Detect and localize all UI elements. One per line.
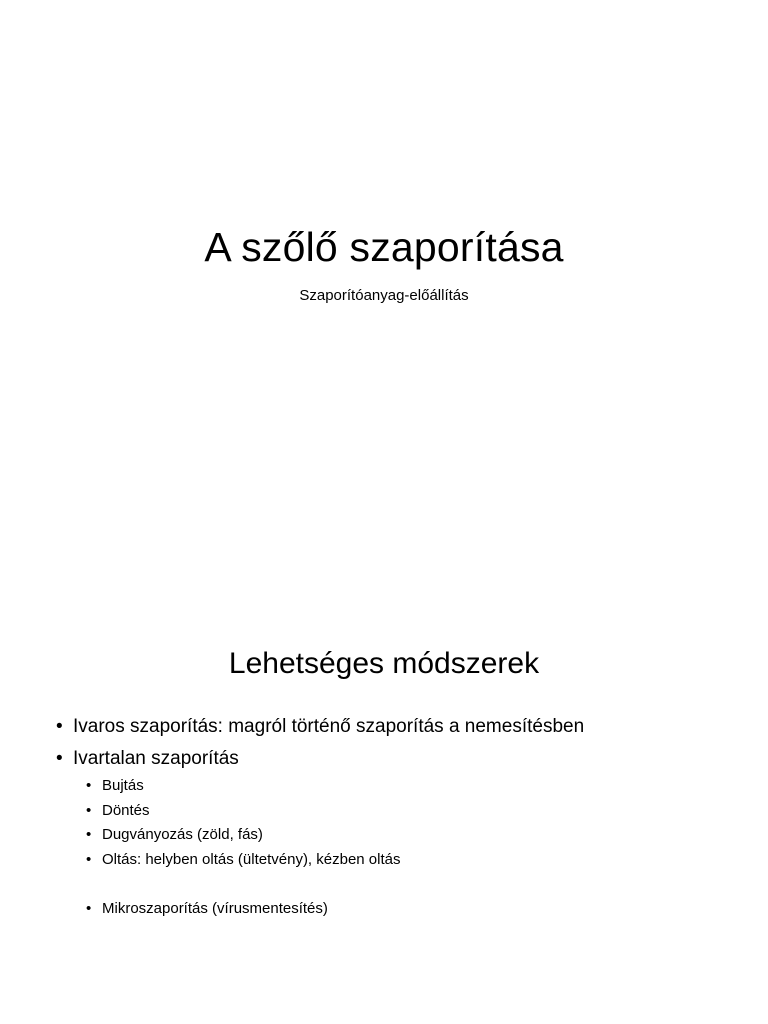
bullet-icon: • — [86, 777, 92, 794]
bullet-text: Ivartalan szaporítás — [73, 748, 239, 769]
bullet-text: Dugványozás (zöld, fás) — [102, 826, 263, 843]
bullet-text: Bujtás — [102, 777, 144, 794]
bullet-text: Ivaros szaporítás: magról történő szaporítás a nemesítésben — [73, 716, 585, 737]
slide-subtitle: Szaporítóanyag-előállítás — [299, 287, 469, 304]
bullet-icon: • — [86, 802, 92, 819]
bullet-text: Mikroszaporítás (vírusmentesítés) — [102, 900, 328, 917]
bullet-text: Döntés — [102, 802, 150, 819]
slide-title: A szőlő szaporítása — [204, 224, 564, 270]
bullet-icon: • — [56, 748, 63, 769]
bullet-icon: • — [86, 900, 92, 917]
bullet-text: Oltás: helyben oltás (ültetvény), kézben oltás — [102, 851, 401, 868]
slide-title: Lehetséges módszerek — [228, 647, 540, 680]
bullet-icon: • — [86, 826, 92, 843]
methods-slide — [0, 512, 768, 1024]
bullet-icon: • — [86, 851, 92, 868]
bullet-icon: • — [56, 716, 63, 737]
bullet-list — [0, 512, 768, 1024]
